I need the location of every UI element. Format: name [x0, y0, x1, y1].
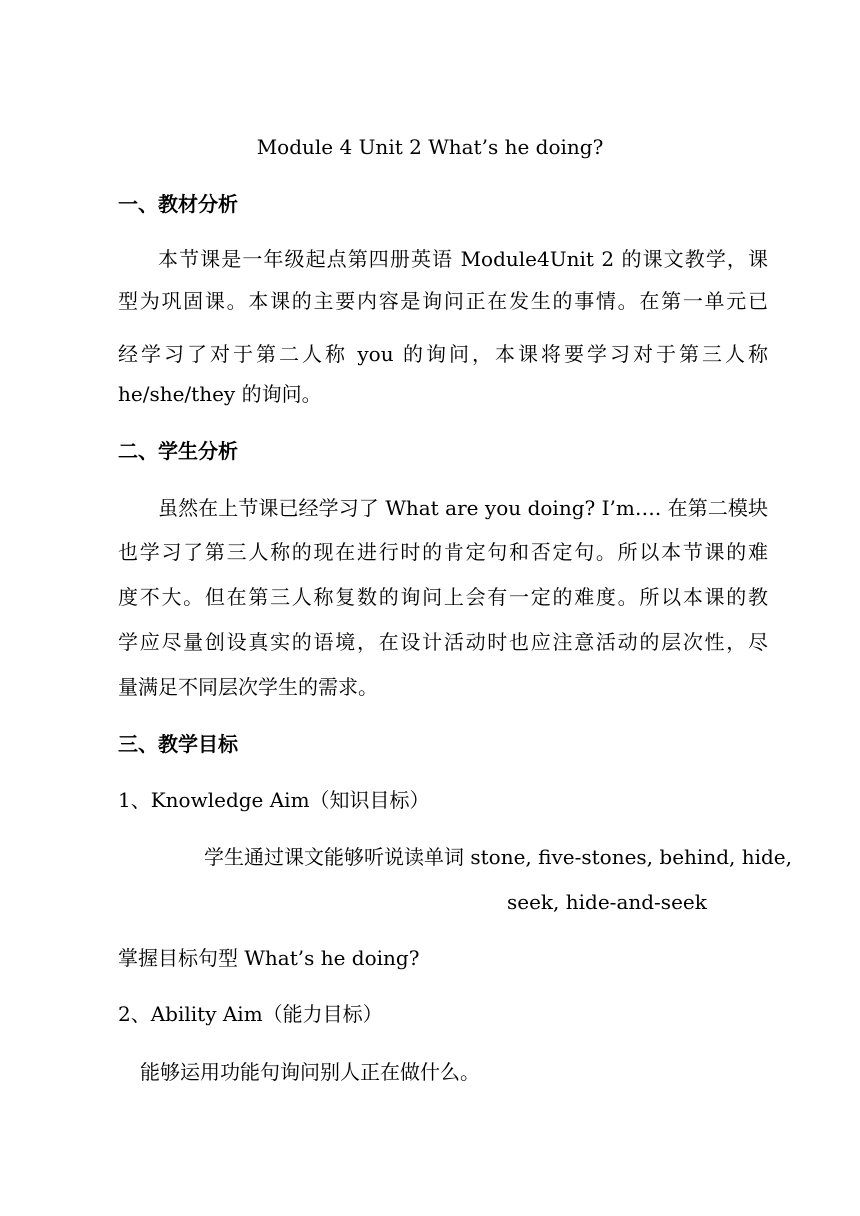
knowledge-aim-line: 学生通过课文能够听说读单词 stone, five-stones, behind, hide, — [204, 845, 792, 869]
paragraph-line: 本节课是一年级起点第四册英语 Module4Unit 2 的课文教学，课 — [158, 247, 768, 271]
paragraph-line: 型为巩固课。本课的主要内容是询问正在发生的事情。在第一单元已 — [118, 289, 768, 313]
paragraph-line: he/she/they 的询问。 — [118, 382, 322, 406]
paragraph-line: 也学习了第三人称的现在进行时的肯定句和否定句。所以本节课的难 — [118, 540, 768, 564]
paragraph-line: 度不大。但在第三人称复数的询问上会有一定的难度。所以本课的教 — [118, 585, 768, 609]
section-heading-student-analysis: 二、学生分析 — [118, 439, 238, 463]
knowledge-aim-label: 1、Knowledge Aim（知识目标） — [118, 788, 430, 812]
ability-aim-label: 2、Ability Aim（能力目标） — [118, 1002, 383, 1026]
paragraph-line: 经学习了对于第二人称 you 的询问，本课将要学习对于第三人称 — [118, 342, 768, 366]
ability-aim-line: 能够运用功能句询问别人正在做什么。 — [140, 1060, 480, 1084]
paragraph-line: 学应尽量创设真实的语境，在设计活动时也应注意活动的层次性，尽 — [118, 630, 768, 654]
knowledge-aim-line: seek, hide-and-seek — [507, 890, 707, 914]
section-heading-teaching-objectives: 三、教学目标 — [118, 732, 238, 756]
knowledge-aim-line: 掌握目标句型 What’s he doing? — [118, 946, 420, 970]
paragraph-line: 虽然在上节课已经学习了 What are you doing? I’m…. 在第二模块 — [158, 496, 768, 520]
paragraph-line: 量满足不同层次学生的需求。 — [118, 675, 378, 699]
section-heading-textbook-analysis: 一、教材分析 — [118, 192, 238, 216]
document-title: Module 4 Unit 2 What’s he doing? — [256, 135, 604, 159]
